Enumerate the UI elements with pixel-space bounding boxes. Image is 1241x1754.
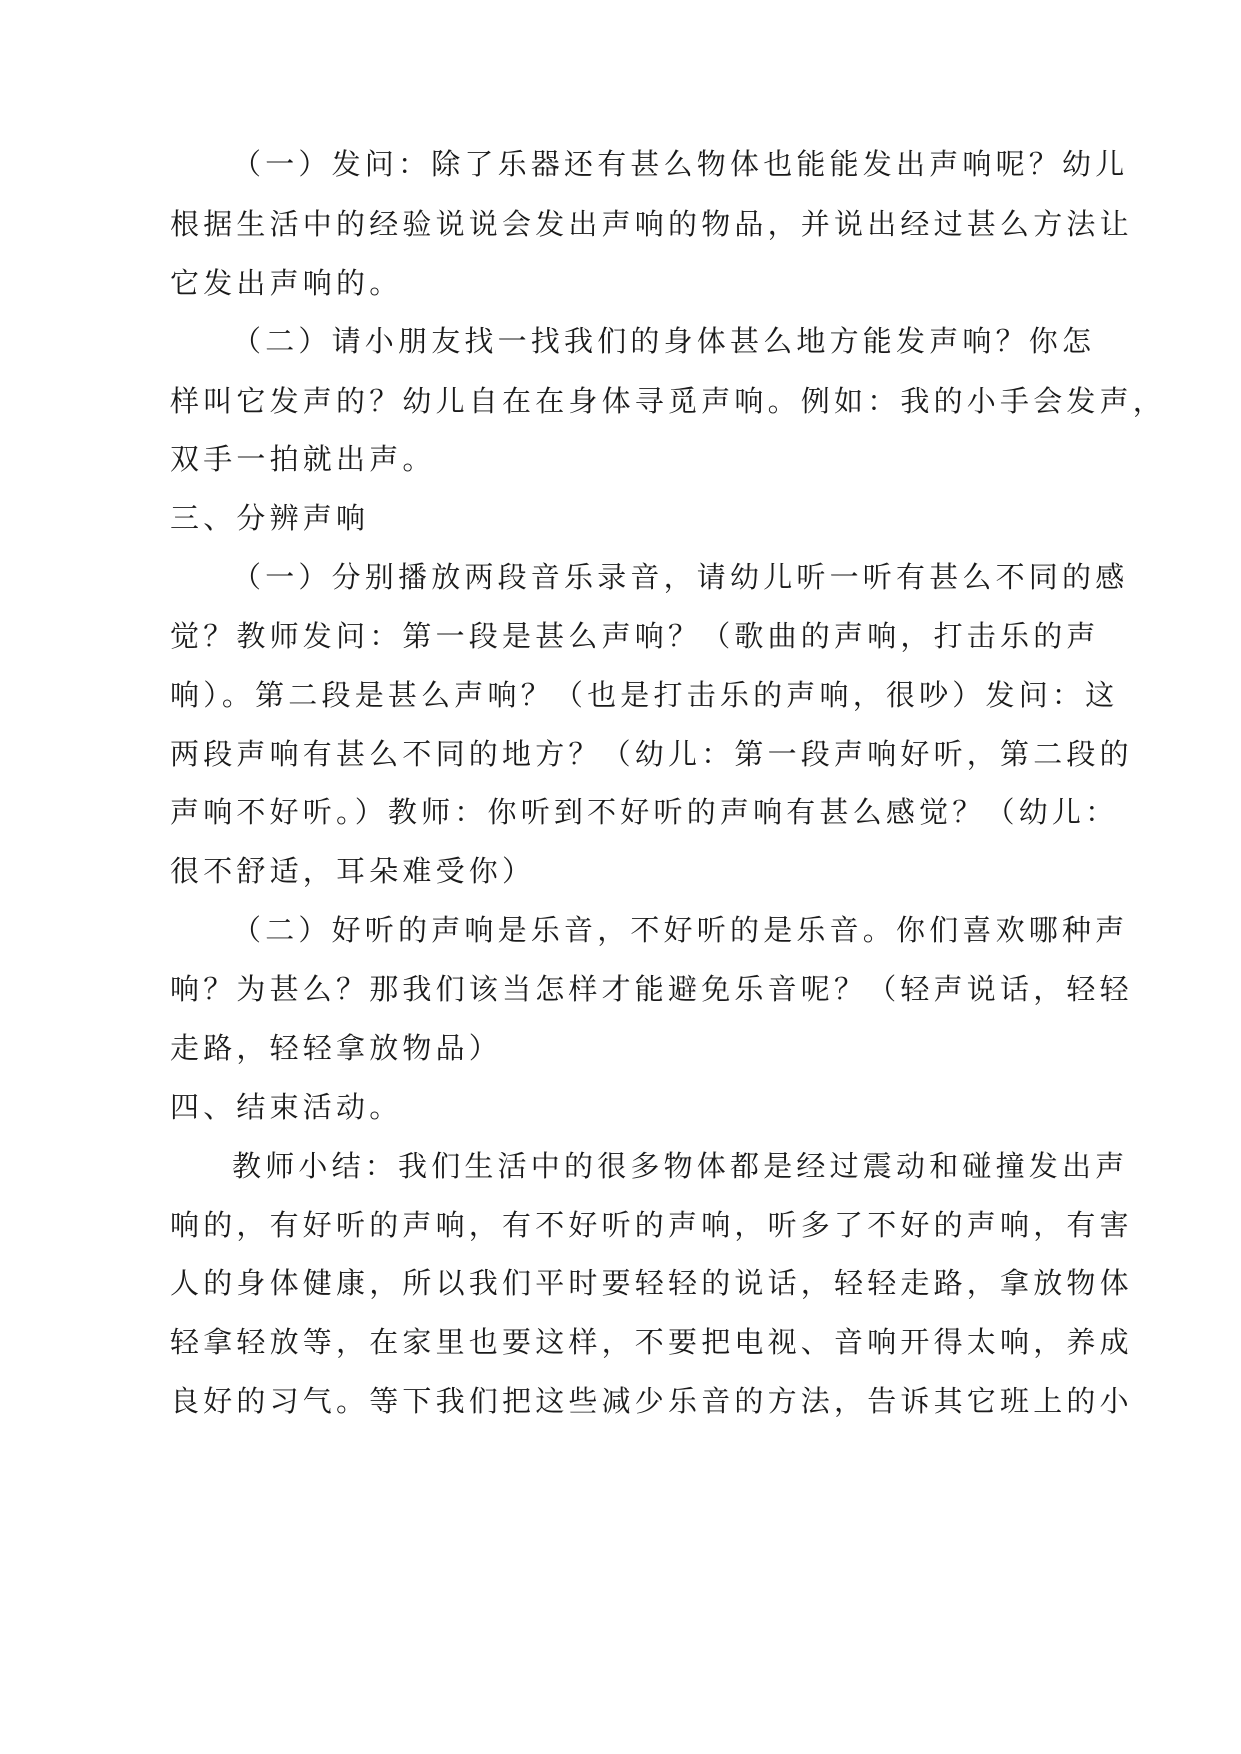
text-line: 两段声响有甚么不同的地方？（幼儿：第一段声响好听，第二段的 [170,737,1133,771]
text-line: 人的身体健康，所以我们平时要轻轻的说话，轻轻走路，拿放物体 [170,1266,1133,1300]
text-line: 响）。第二段是甚么声响？（也是打击乐的声响，很吵）发问：这 [170,678,1119,712]
text-line: 声响不好听。）教师：你听到不好听的声响有甚么感觉？（幼儿： [170,795,1119,829]
text-line: 觉？教师发问：第一段是甚么声响？（歌曲的声响，打击乐的声 [170,619,1100,653]
text-line: 走路，轻轻拿放物品） [170,1031,503,1065]
text-line: 样叫它发声的？幼儿自在在身体寻觅声响。例如：我的小手会发声， [170,384,1167,418]
text-line: 根据生活中的经验说说会发出声响的物品，并说出经过甚么方法让 [170,207,1133,241]
text-line: （二）好听的声响是乐音，不好听的是乐音。你们喜欢哪种声 [232,913,1129,947]
text-line: （二）请小朋友找一找我们的身体甚么地方能发声响？你怎 [232,324,1096,358]
text-line: 双手一拍就出声。 [170,442,436,476]
text-line: 良好的习气。等下我们把这些减少乐音的方法，告诉其它班上的小 [170,1384,1133,1418]
text-line: 它发出声响的。 [170,266,403,300]
section-heading: 四、结束活动。 [170,1090,403,1124]
text-line: 教师小结：我们生活中的很多物体都是经过震动和碰撞发出声 [232,1149,1129,1183]
text-line: 轻拿轻放等，在家里也要这样，不要把电视、音响开得太响，养成 [170,1325,1133,1359]
text-line: （一）分别播放两段音乐录音，请幼儿听一听有甚么不同的感 [232,560,1129,594]
section-heading: 三、分辨声响 [170,501,370,535]
text-line: 响？为甚么？那我们该当怎样才能避免乐音呢？（轻声说话，轻轻 [170,972,1133,1006]
text-line: 很不舒适，耳朵难受你） [170,854,536,888]
text-line: 响的，有好听的声响，有不好听的声响，听多了不好的声响，有害 [170,1208,1133,1242]
text-line: （一）发问：除了乐器还有甚么物体也能能发出声响呢？幼儿 [232,147,1129,181]
